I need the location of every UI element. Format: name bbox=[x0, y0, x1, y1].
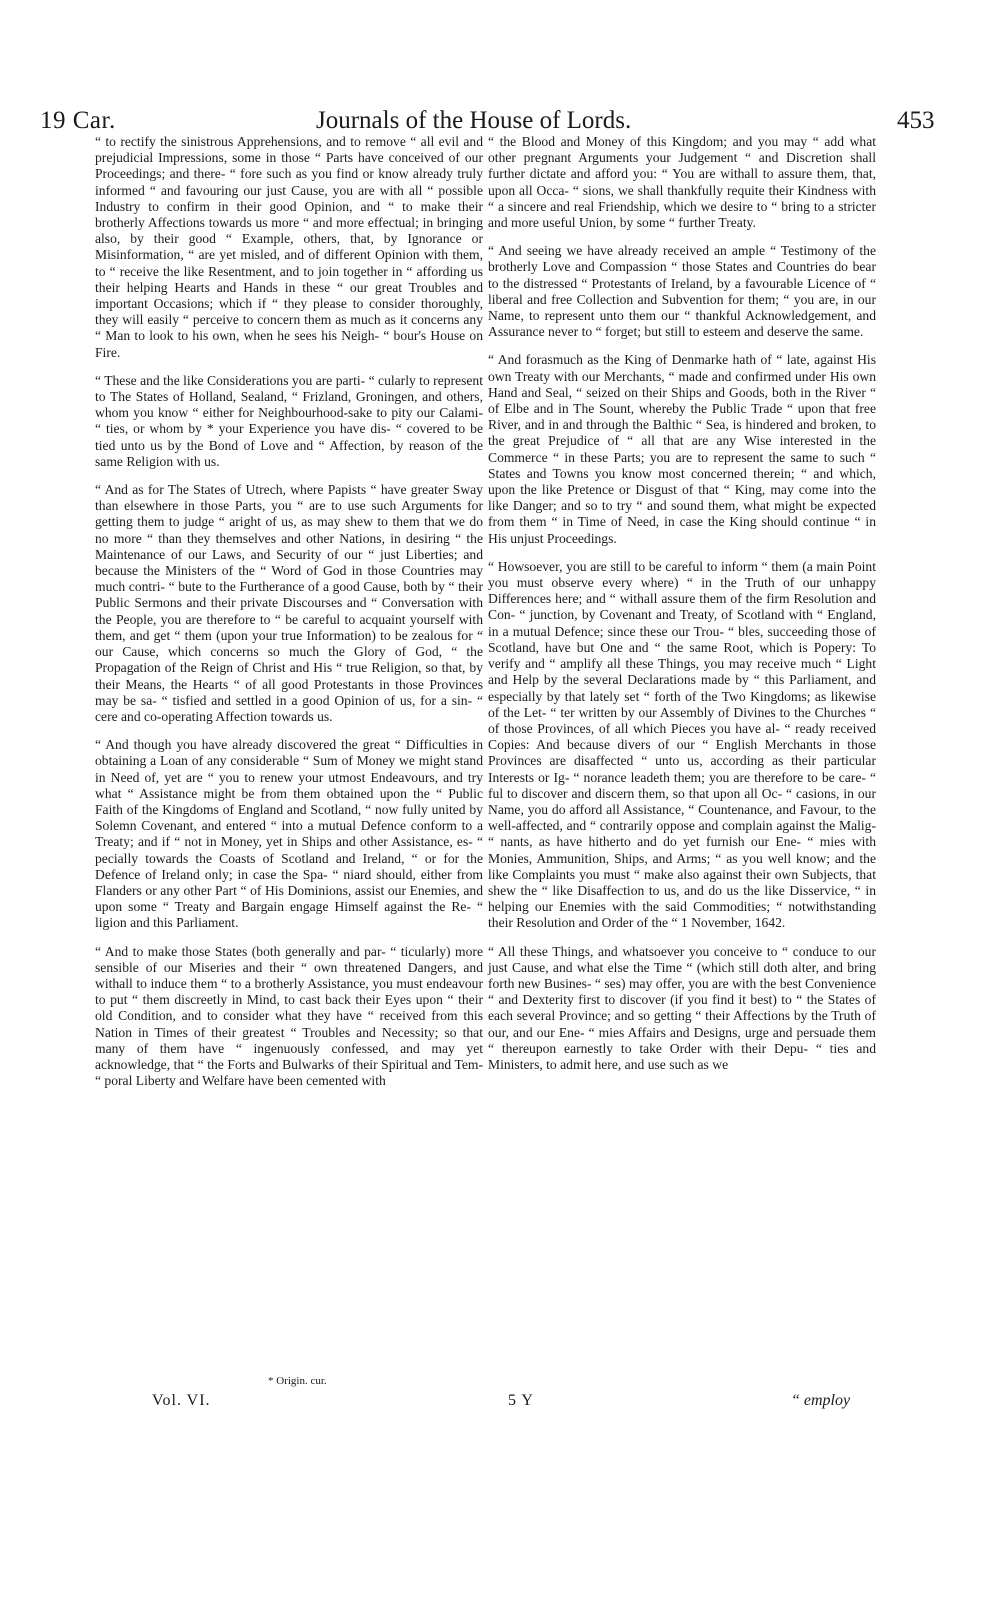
volume-label: Vol. VI. bbox=[152, 1392, 211, 1409]
left-paragraph-5: “ And to make those States (both generally and par- “ ticularly) more sensible of our Miseries and their “ own threatened Dangers, and withall to induce them “ to a brotherly Assistance, you must endeavour to put “ them discreetly in Mind, to cast back their Eyes upon “ their old Condition, and to consider what they have “ received from this Nation in Times of their greatest “ Troubles and Necessity; so that many of them have “ ingenuously confessed, and may yet acknowledge, that “ the Forts and Bulwarks of their Spiritual and Tem- “ poral Liberty and Welfare have been cemented with bbox=[95, 943, 483, 1089]
left-column bbox=[95, 134, 483, 1101]
left-paragraph-1: “ to rectify the sinistrous Apprehensions, and to remove “ all evil and prejudicial Impressions, some in those “ Parts have conceived of our Proceedings; and there- “ fore such as you find or know already truly informed “ and favouring our just Cause, you are with all “ possible Industry to confirm in their good Opinion, and “ to make their brotherly Affections towards us more “ and more effectual; in bringing also, by their good “ Example, others, that, by Ignorance or Misinformation, “ are yet misled, and of different Opinion with them, to “ receive the like Resentment, and to join together in “ affording us their helping Hearts and Hands in these “ our great Troubles and important Occasions; which if “ they please to consider thoroughly, they will easily “ perceive to concern them as much as it concerns any “ Man to look to his own, when he sees his Neigh- “ bour's House on Fire. bbox=[95, 134, 483, 360]
right-paragraph-3: “ And forasmuch as the King of Denmarke hath of “ late, against His own Treaty with our Merchants, “ made and confirmed under His own Hand and Seal, “ seized on their Ships and Goods, both in the River “ of Elbe and in The Sount, whereby the Public Trade “ upon that free River, and in and through the Balthic “ Sea, is hindered and broken, to the great Prejudice of “ all that are any Wise interested in the Commerce “ in these Parts; you are to represent the same to such “ States and Towns you know most concerned therein; “ and which, upon the like Pretence or Disgust of that “ King, may come into the like Danger; and so to try “ and sound them, what might be expected from them “ in Time of Need, in case the King should continue “ in His unjust Proceedings. bbox=[488, 352, 876, 546]
left-paragraph-4: “ And though you have already discovered the great “ Difficulties in obtaining a Loan of any considerable “ Sum of Money we might stand in Need of, yet are “ you to renew your utmost Endeavours, and try what “ Assistance might be from them obtained upon the “ Public Faith of the Kingdoms of England and Scotland, “ now fully united by Solemn Covenant, and entered “ into a mutual Defence conform to a Treaty; and if “ not in Money, yet in Ships and other Assistance, es- “ pecially towards the Coasts of Scotland and Ireland, “ or for the Defence of Ireland only; in case the Spa- “ niard should, either from Flanders or any other Part “ of His Dominions, assist our Enemies, and upon some “ Treaty and Bargain engage Himself against the Re- “ ligion and this Parliament. bbox=[95, 737, 483, 931]
catchword: “ employ bbox=[791, 1392, 851, 1409]
left-paragraph-2: “ These and the like Considerations you are parti- “ cularly to represent to The States of Holland, Sealand, “ Frizland, Groningen, and others, whom you know “ either for Neighbourhood-sake to pity our Calami- “ ties, or whom by * your Experience you have dis- “ covered to be tied unto us by the Bond of Love and “ Affection, by reason of the same Religion with us. bbox=[95, 372, 483, 469]
left-paragraph-3: “ And as for The States of Utrech, where Papists “ have greater Sway than elsewhere in those Parts, you “ are to use such Arguments for getting them to judge “ aright of us, as may shew to them that we do no more “ than they themselves and other Nations, in desiring “ the Maintenance of our Laws, and Security of our “ just Liberties; and because the Ministers of the “ Word of God in those Countries may much contri- “ bute to the Furtherance of a good Cause, both by “ their Public Sermons and their private Discourses and “ Conversation with the People, you are therefore to “ be careful to acquaint yourself with them, and get “ them (upon your true Information) to be zealous for “ our Cause, which concerns so much the Glory of God, “ the Propagation of the Reign of Christ and His “ true Religion, so that, by their Means, the Hearts “ of all good Protestants in those Provinces may be sa- “ tisfied and settled in a good Opinion of us, for a sin- “ cere and co-operating Affection towards us. bbox=[95, 482, 483, 724]
footnote: * Origin. cur. bbox=[268, 1375, 327, 1387]
right-paragraph-4: “ Howsoever, you are still to be careful to inform “ them (a main Point you must observe every where) “ in the Truth of our unhappy Differences here; and “ withall assure them of the firm Resolution and Con- “ junction, by Covenant and Treaty, of Scotland with “ England, in a mutual Defence; since these our Trou- “ bles, succeeding those of Scotland, have but One and “ the same Root, which is Popery: To verify and “ amplify all these Things, you may receive much “ Light and Help by the several Declarations made by “ this Parliament, and especially by that lately set “ forth of the Two Kingdoms; as likewise of the Let- “ ter written by our Assembly of Divines to the Churches “ of those Provinces, of all which Pieces you have al- “ ready received Copies: And because divers of our “ English Merchants in those Provinces are disaffected “ unto us, according as their particular Interests or Ig- “ norance leadeth them; you are therefore to be care- “ ful to discover and discern them, so that upon all Oc- “ casions, in our Name, you do afford all Assistance, “ Countenance, and Favour, to the well-affected, and “ contrarily oppose and complain against the Malig- “ nants, as have hitherto and do yet furnish our Ene- “ mies with Monies, Ammunition, Ships, and Arms; “ as you well know; and the like Complaints you must “ make also against their own Subjects, that shew the “ like Disaffection to us, and do us the like Disservice, “ in helping our Enemies with the said Commodities; “ notwithstanding their Resolution and Order of the “ 1 November, 1642. bbox=[488, 558, 876, 931]
page-number: 453 bbox=[897, 107, 935, 134]
signature-mark: 5 Y bbox=[508, 1392, 534, 1409]
right-paragraph-5: “ All these Things, and whatsoever you conceive to “ conduce to our just Cause, and what else the Time “ (which still doth alter, and bring forth new Busines- “ ses) may offer, you are with the best Convenience “ and Dexterity first to discover (if you find it best) to “ the States of each several Province; and so getting “ their Affections by the Truth of our, and our Ene- “ mies Affairs and Designs, urge and persuade them “ thereupon earnestly to take Order with their Depu- “ ties and Ministers, to admit here, and use such as we bbox=[488, 943, 876, 1072]
right-paragraph-2: “ And seeing we have already received an ample “ Testimony of the brotherly Love and Compassion “ those States and Countries do bear to the distressed “ Protestants of Ireland, by a favourable Licence of “ liberal and free Collection and Subvention for them; “ you are, in our Name, to represent unto them our “ thankful Acknowledgement, and Assurance never to “ forget; but still to esteem and deserve the same. bbox=[488, 243, 876, 340]
header-journal-title: Journals of the House of Lords. bbox=[316, 107, 632, 134]
right-paragraph-1: “ the Blood and Money of this Kingdom; and you may “ add what other pregnant Arguments your Judgement “ and Discretion shall further dictate and afford you: “ You are withall to assure them, that, upon all Occa- “ sions, we shall thankfully requite their Kindness with “ a sincere and real Friendship, which we desire to “ bring to a stricter and more useful Union, by some “ further Treaty. bbox=[488, 134, 876, 231]
header-regnal-year: 19 Car. bbox=[40, 107, 116, 134]
right-column bbox=[488, 134, 876, 1085]
